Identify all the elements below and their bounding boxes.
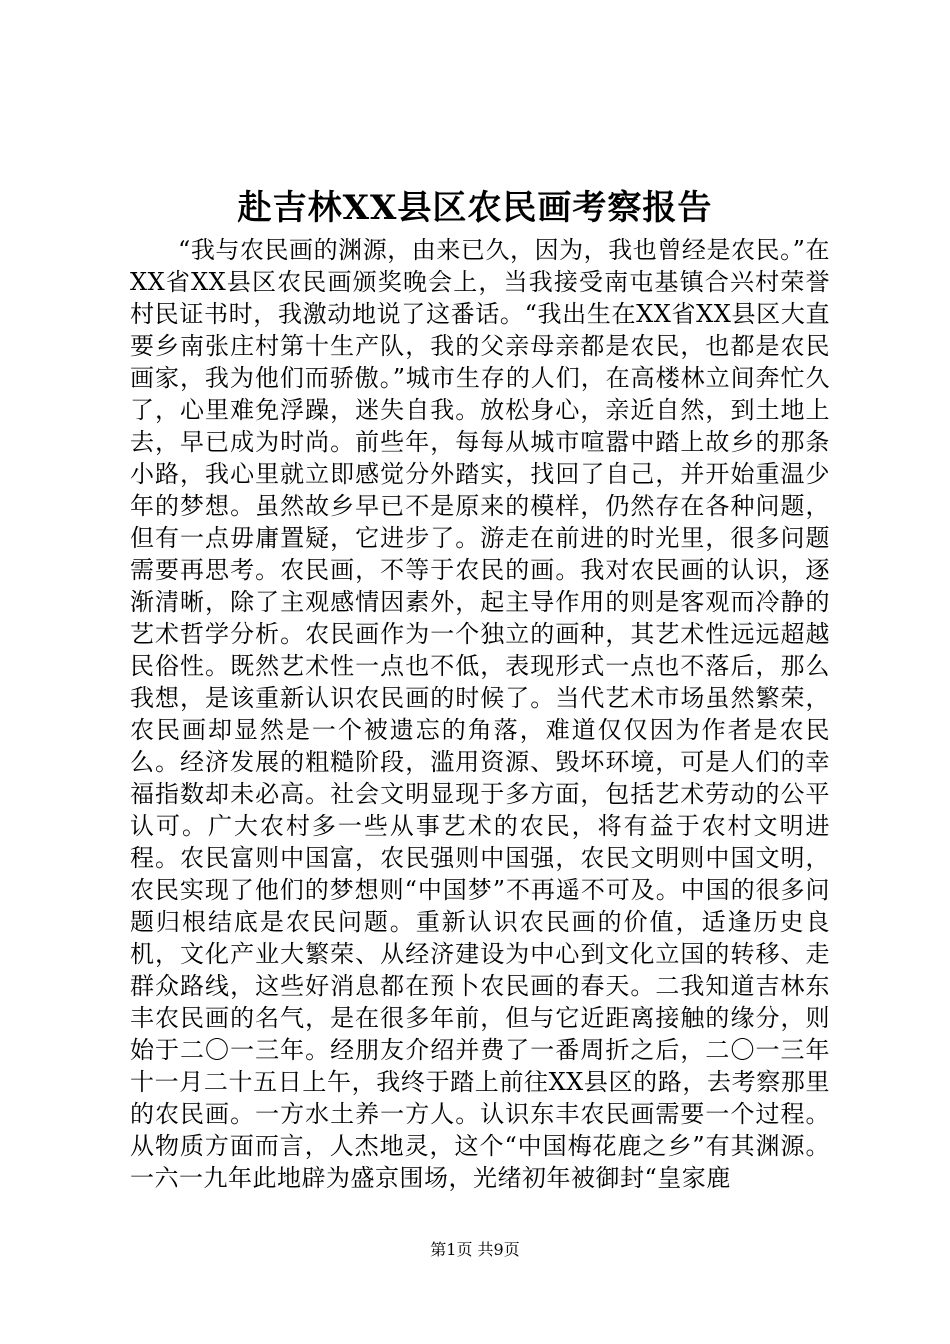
page-number-footer: 第1页 共9页 — [430, 1240, 520, 1259]
body-paragraph: “我与农民画的渊源，由来已久，因为，我也曾经是农民。”在XX省XX县区农民画颁奖晚会上，当我接受南屯基镇合兴村荣誉村民证书时，我激动地说了这番话。“我出生在XX省XX县区大直要乡南张庄村第十生产队，我的父亲母亲都是农民，也都是农民画家，我为他们而骄傲。”城市生存的人们，在高楼林立间奔忙久了，心里难免浮躁，迷失自我。放松身心，亲近自然，到土地上去，早已成为时尚。前些年，每每从城市喧嚣中踏上故乡的那条小路，我心里就立即感觉分外踏实，找回了自己，并开始重温少年的梦想。虽然故乡早已不是原来的模样，仍然存在各种问题，但有一点毋庸置疑，它进步了。游走在前进的时光里，很多问题需要再思考。农民画，不等于农民的画。我对农民画的认识，逐渐清晰，除了主观感情因素外，起主导作用的则是客观而冷静的艺术哲学分析。农民画作为一个独立的画种，其艺术性远远超越民俗性。既然艺术性一点也不低，表现形式一点也不落后，那么我想，是该重新认识农民画的时候了。当代艺术市场虽然繁荣，农民画却显然是一个被遗忘的角落，难道仅仅因为作者是农民么。经济发展的粗糙阶段，滥用资源、毁坏环境，可是人们的幸福指数却未必高。社会文明显现于多方面，包括艺术劳动的公平认可。广大农村多一些从事艺术的农民，将有益于农村文明进程。农民富则中国富，农民强则中国强，农民文明则中国文明，农民实现了他们的梦想则“中国梦”不再遥不可及。中国的很多问题归根结底是农民问题。重新认识农民画的价值，适逢历史良机，文化产业大繁荣、从经济建设为中心到文化立国的转移、走群众路线，这些好消息都在预卜农民画的春天。二我知道吉林东丰农民画的名气，是在很多年前，但与它近距离接触的缘分，则始于二〇一三年。经朋友介绍并费了一番周折之后，二〇一三年十一月二十五日上午，我终于踏上前往XX县区的路，去考察那里的农民画。一方水土养一方人。认识东丰农民画需要一个过程。从物质方面而言，人杰地灵，这个“中国梅花鹿之乡”有其渊源。一六一九年此地辟为盛京围场，光绪初年被御封“皇家鹿 — [130, 236, 830, 1192]
document-title: 赴吉林XX县区农民画考察报告 — [237, 188, 713, 228]
